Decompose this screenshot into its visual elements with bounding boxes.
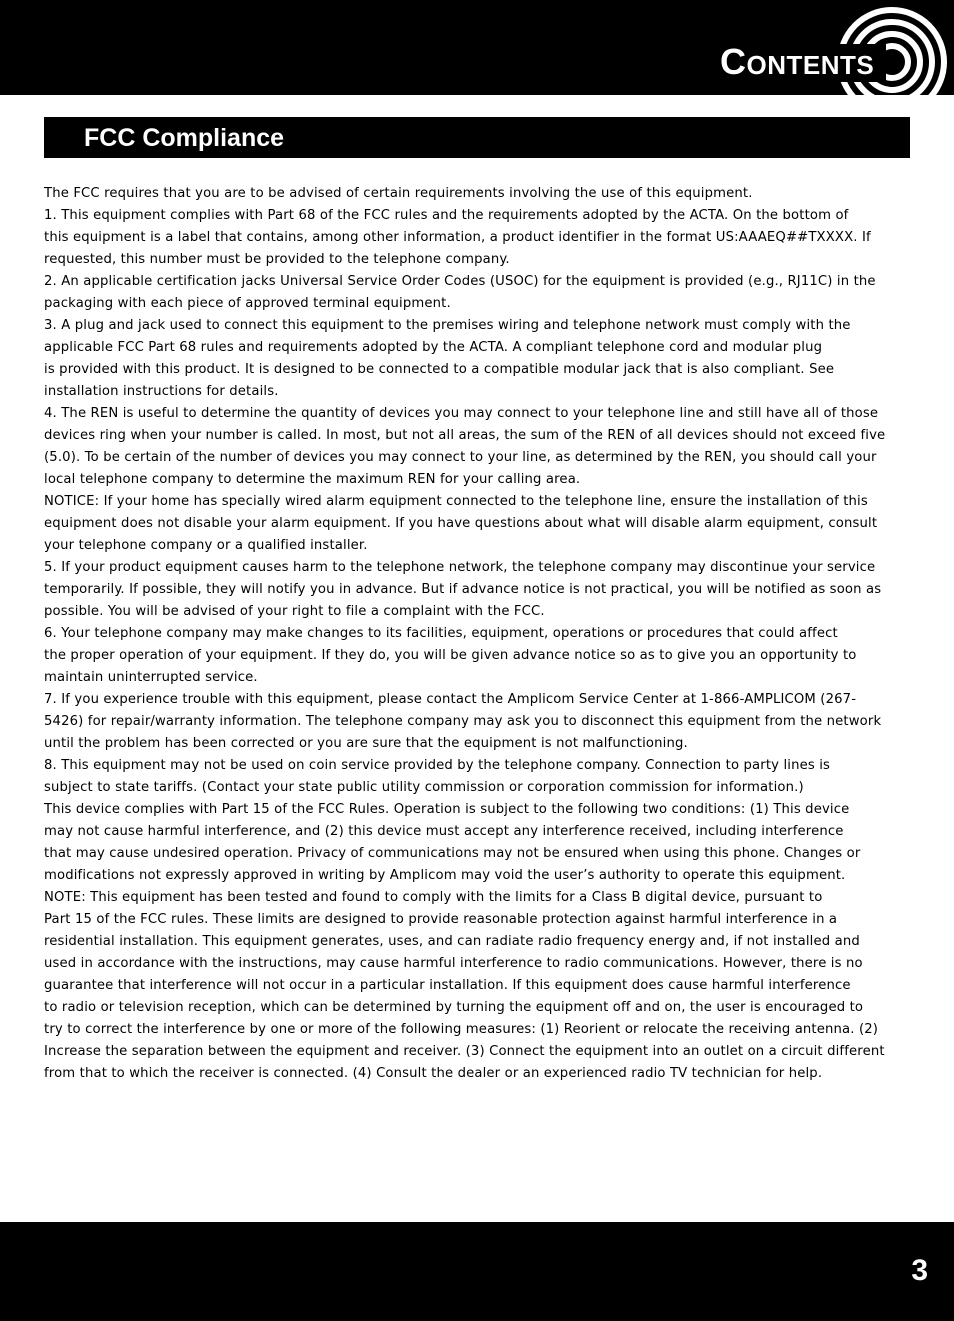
body-line: your telephone company or a qualified installer. xyxy=(44,538,368,553)
body-line: is provided with this product. It is designed to be connected to a compatible modular jack that is also compliant. See xyxy=(44,362,835,377)
body-line: packaging with each piece of approved terminal equipment. xyxy=(44,296,451,311)
body-line: installation instructions for details. xyxy=(44,384,279,399)
body-line: 4. The REN is useful to determine the quantity of devices you may connect to your telephone line and still have all of those xyxy=(44,406,879,421)
body-line: 1. This equipment complies with Part 68 of the FCC rules and the requirements adopted by the ACTA. On the bottom of xyxy=(44,208,849,223)
body-line: that may cause undesired operation. Privacy of communications may not be ensured when using this phone. Changes or xyxy=(44,846,861,861)
body-line: 8. This equipment may not be used on coin service provided by the telephone company. Connection to party lines is xyxy=(44,758,831,773)
section-title: FCC Compliance xyxy=(84,124,285,152)
body-line: residential installation. This equipment generates, uses, and can radiate radio frequency energy and, if not installed and xyxy=(44,934,860,949)
body-text xyxy=(44,183,910,1085)
body-line: (5.0). To be certain of the number of devices you may connect to your line, as determined by the REN, you should call your xyxy=(44,450,877,465)
body-line: used in accordance with the instructions, may cause harmful interference to radio communications. However, there is no xyxy=(44,956,863,971)
header-bar xyxy=(0,0,954,95)
contents-title xyxy=(718,41,886,82)
contents-title-initial: C xyxy=(720,41,747,82)
body-line: try to correct the interference by one or more of the following measures: (1) Reorient or relocate the receiving antenna. (2) xyxy=(44,1022,879,1037)
body-line: devices ring when your number is called. In most, but not all areas, the sum of the REN of all devices should not exceed five xyxy=(44,428,886,443)
footer-bar xyxy=(0,1222,954,1321)
body-line: modifications not expressly approved in writing by Amplicom may void the user’s authority to operate this equipment. xyxy=(44,868,846,883)
body-line: 5426) for repair/warranty information. The telephone company may ask you to disconnect this equipment from the network xyxy=(44,714,882,729)
body-line: subject to state tariffs. (Contact your state public utility commission or corporation commission for information.) xyxy=(44,780,804,795)
body-line: equipment does not disable your alarm equipment. If you have questions about what will disable alarm equipment, consult xyxy=(44,516,878,531)
body-line: This device complies with Part 15 of the FCC Rules. Operation is subject to the following two conditions: (1) This device xyxy=(44,802,850,817)
body-line: NOTE: This equipment has been tested and found to comply with the limits for a Class B digital device, pursuant to xyxy=(44,890,823,905)
body-line: 5. If your product equipment causes harm to the telephone network, the telephone company may discontinue your service xyxy=(44,560,876,575)
body-line: from that to which the receiver is connected. (4) Consult the dealer or an experienced radio TV technician for help. xyxy=(44,1066,823,1081)
contents-title-rest: ONTENTS xyxy=(746,50,875,80)
body-line: 7. If you experience trouble with this equipment, please contact the Amplicom Service Center at 1-866-AMPLICOM (267- xyxy=(44,692,857,707)
body-line: requested, this number must be provided to the telephone company. xyxy=(44,252,510,267)
body-line: the proper operation of your equipment. If they do, you will be given advance notice so as to give you an opportunity to xyxy=(44,648,857,663)
body-line: Increase the separation between the equipment and receiver. (3) Connect the equipment into an outlet on a circuit different xyxy=(44,1044,885,1059)
body-line: local telephone company to determine the maximum REN for your calling area. xyxy=(44,472,581,487)
body-line: 3. A plug and jack used to connect this equipment to the premises wiring and telephone network must comply with the xyxy=(44,318,851,333)
body-line: 2. An applicable certification jacks Universal Service Order Codes (USOC) for the equipment is provided (e.g., RJ11C) in the xyxy=(44,274,876,289)
body-line: The FCC requires that you are to be advised of certain requirements involving the use of this equipment. xyxy=(44,186,753,201)
body-line: to radio or television reception, which can be determined by turning the equipment off and on, the user is encouraged to xyxy=(44,1000,864,1015)
body-line: NOTICE: If your home has specially wired alarm equipment connected to the telephone line, ensure the installation of this xyxy=(44,494,868,509)
body-line: 6. Your telephone company may make changes to its facilities, equipment, operations or procedures that could affect xyxy=(44,626,838,641)
section-header xyxy=(44,117,910,158)
body-line: possible. You will be advised of your right to file a complaint with the FCC. xyxy=(44,604,545,619)
body-line: this equipment is a label that contains, among other information, a product identifier in the format US:AAAEQ##TXXXX. If xyxy=(44,230,871,245)
body-line: guarantee that interference will not occur in a particular installation. If this equipment does cause harmful interference xyxy=(44,978,851,993)
body-line: temporarily. If possible, they will notify you in advance. But if advance notice is not practical, you will be notified as soon as xyxy=(44,582,882,597)
body-line: until the problem has been corrected or you are sure that the equipment is not malfunctioning. xyxy=(44,736,688,751)
body-line: applicable FCC Part 68 rules and requirements adopted by the ACTA. A compliant telephone cord and modular plug xyxy=(44,340,823,355)
body-line: Part 15 of the FCC rules. These limits are designed to provide reasonable protection against harmful interference in a xyxy=(44,912,838,927)
body-line: may not cause harmful interference, and (2) this device must accept any interference received, including interference xyxy=(44,824,844,839)
body-line: maintain uninterrupted service. xyxy=(44,670,258,685)
page-number: 3 xyxy=(911,1254,928,1287)
